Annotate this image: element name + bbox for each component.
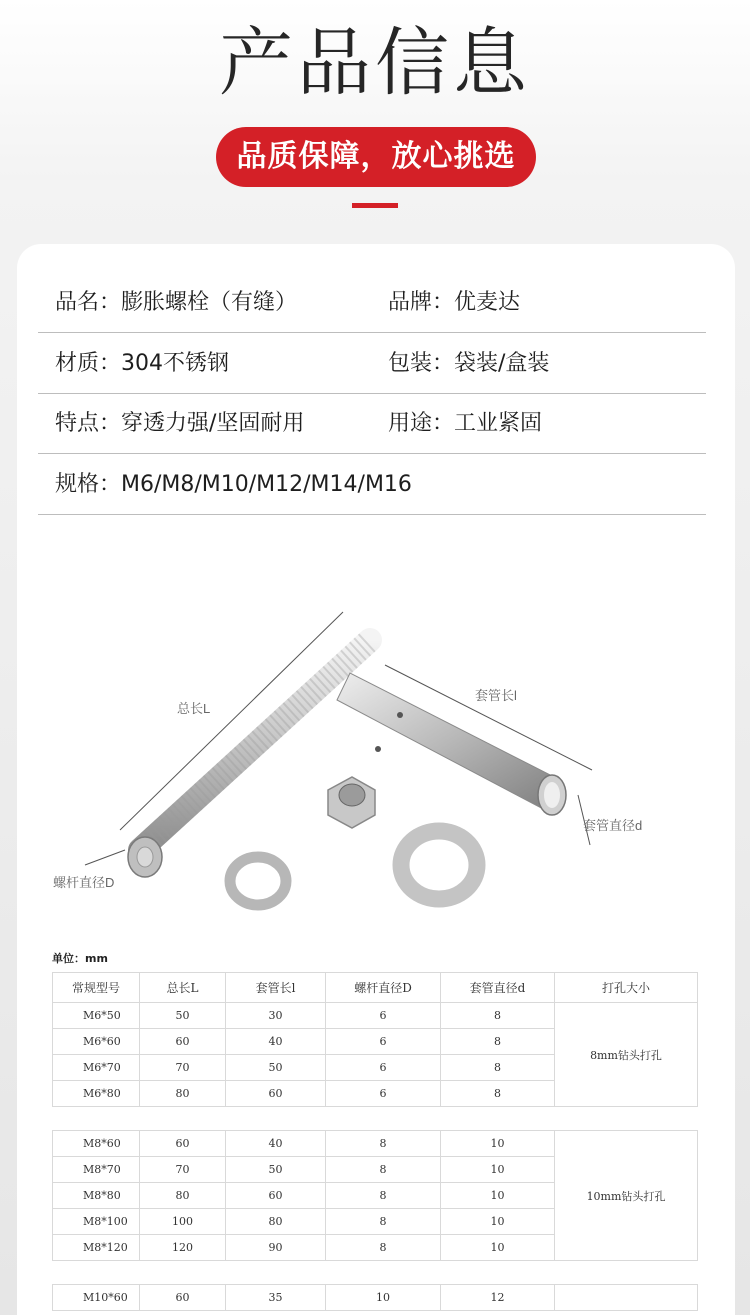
cell: 8 [326,1157,441,1183]
cell: 8 [326,1209,441,1235]
table-unit: 单位：mm [52,952,108,965]
cell-drill [555,1285,698,1311]
cell: 10 [441,1157,555,1183]
cell: 50 [226,1055,326,1081]
cell: 60 [140,1131,226,1157]
cell-model: M8*60 [53,1131,140,1157]
spec-feature: 特点：穿透力强/坚固耐用 [55,411,305,436]
cell: 60 [226,1081,326,1107]
cell: 6 [326,1081,441,1107]
header-cell: 套管长l [226,973,326,1003]
cell: 60 [140,1285,226,1311]
flat-washer [401,831,477,899]
spec-name: 品名：膨胀螺栓（有缝） [55,290,298,315]
cell-model: M8*80 [53,1183,140,1209]
cell: 40 [226,1131,326,1157]
size-table [52,972,698,1311]
cell-model: M10*60 [53,1285,140,1311]
header-cell: 螺杆直径D [326,973,441,1003]
cell-model: M8*120 [53,1235,140,1261]
spec-row [38,394,706,454]
cell: 120 [140,1235,226,1261]
spec-row [38,273,706,333]
cell: 8 [326,1183,441,1209]
cell: 70 [140,1157,226,1183]
cell-model: M6*70 [53,1055,140,1081]
label-total-length: 总长L [177,701,211,716]
cell: 12 [441,1285,555,1311]
cell: 8 [441,1003,555,1029]
table-row [53,1003,698,1029]
bolt-rod [128,640,370,877]
cell: 100 [140,1209,226,1235]
cell: 10 [441,1183,555,1209]
cell: 60 [226,1183,326,1209]
cell: 40 [226,1029,326,1055]
cell-drill: 10mm钻头打孔 [555,1131,698,1261]
cell: 10 [441,1131,555,1157]
header-cell: 套管直径d [441,973,555,1003]
cell: 6 [326,1055,441,1081]
cell: 10 [441,1235,555,1261]
cell: 70 [140,1055,226,1081]
cell-model: M6*80 [53,1081,140,1107]
header-cell: 常规型号 [53,973,140,1003]
cell: 30 [226,1003,326,1029]
cell-model: M6*60 [53,1029,140,1055]
label-bolt-diameter: 螺杆直径D [53,875,115,890]
cell: 10 [326,1285,441,1311]
cell: 6 [326,1029,441,1055]
cell: 6 [326,1003,441,1029]
cell: 8 [441,1055,555,1081]
cell: 80 [226,1209,326,1235]
cell: 8 [441,1081,555,1107]
spec-row [38,455,706,515]
table-gap [53,1261,698,1285]
header-cell: 总长L [140,973,226,1003]
cell-model: M6*50 [53,1003,140,1029]
table-row [53,1131,698,1157]
table-header [53,973,698,1003]
label-sleeve-length: 套管长l [475,688,517,703]
label-sleeve-diameter: 套管直径d [583,818,643,833]
spec-usage: 用途：工业紧固 [388,411,543,436]
spec-material: 材质：304不锈钢 [55,351,229,376]
spec-row [38,334,706,394]
spec-brand: 品牌：优麦达 [388,290,521,315]
table-gap [53,1107,698,1131]
cell: 80 [140,1183,226,1209]
cell-model: M8*100 [53,1209,140,1235]
cell: 35 [226,1285,326,1311]
page-title: 产品信息 [219,20,531,106]
cell: 50 [140,1003,226,1029]
spring-washer [230,857,286,905]
gap-cell [53,1107,698,1131]
cell-model: M8*70 [53,1157,140,1183]
product-diagram [45,595,705,925]
cell: 10 [441,1209,555,1235]
cell: 8 [441,1029,555,1055]
cell: 60 [140,1029,226,1055]
cell: 90 [226,1235,326,1261]
table-row [53,1285,698,1311]
cell: 80 [140,1081,226,1107]
cell: 8 [326,1235,441,1261]
gap-cell [53,1261,698,1285]
cell: 8 [326,1131,441,1157]
cell-drill: 8mm钻头打孔 [555,1003,698,1107]
spec-sizes: 规格：M6/M8/M10/M12/M14/M16 [55,472,412,497]
slogan-badge: 品质保障，放心挑选 [216,127,536,187]
header-cell: 打孔大小 [555,973,698,1003]
cell: 50 [226,1157,326,1183]
divider-accent [352,203,398,208]
spec-packaging: 包装：袋装/盒装 [388,351,550,376]
